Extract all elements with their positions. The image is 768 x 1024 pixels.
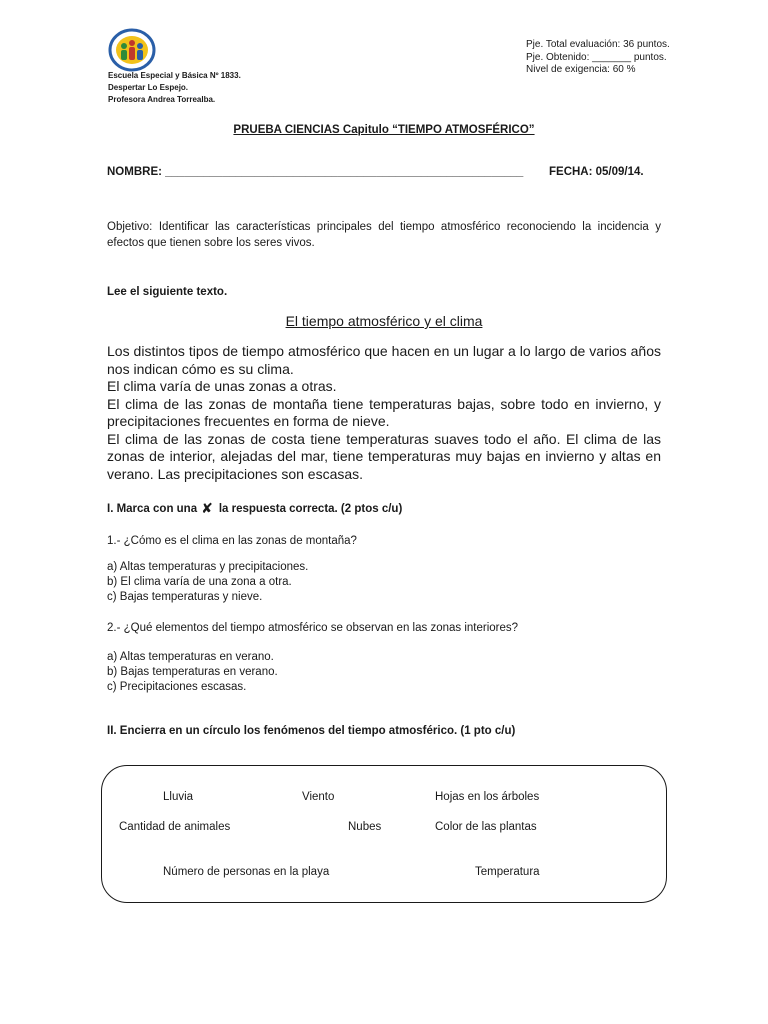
question-2: 2.- ¿Qué elementos del tiempo atmosférico se observan en las zonas interiores? bbox=[107, 622, 519, 634]
option-a[interactable]: a) Altas temperaturas y precipitaciones. bbox=[107, 561, 309, 573]
objective: Objetivo: Identificar las características principales del tiempo atmosférico reconociendo la incidencia y efectos que tienen sobre los seres vivos. bbox=[107, 221, 661, 249]
reading-paragraph: El clima varía de unas zonas a otras. bbox=[107, 378, 337, 394]
option-b[interactable]: b) El clima varía de una zona a otra. bbox=[107, 576, 292, 588]
section-2-title: II. Encierra en un círculo los fenómenos del tiempo atmosférico. (1 pto c/u) bbox=[107, 725, 516, 737]
word-item[interactable]: Número de personas en la playa bbox=[163, 866, 330, 878]
word-item[interactable]: Viento bbox=[302, 791, 335, 803]
score-info bbox=[526, 39, 670, 77]
reading-title: El tiempo atmosférico y el clima bbox=[285, 313, 483, 329]
word-box bbox=[101, 765, 667, 903]
score-total: Pje. Total evaluación: 36 puntos. bbox=[526, 39, 670, 50]
section-1-title bbox=[107, 499, 402, 516]
section-1-instruction-end: la respuesta correcta. (2 ptos c/u) bbox=[218, 503, 403, 515]
option-c[interactable]: c) Bajas temperaturas y nieve. bbox=[107, 591, 263, 603]
x-mark-icon: ✘ bbox=[201, 500, 213, 516]
question-2-options bbox=[107, 650, 278, 695]
question-1-options bbox=[107, 560, 308, 605]
date-field: FECHA: 05/09/14. bbox=[549, 166, 644, 178]
word-item[interactable]: Color de las plantas bbox=[435, 821, 537, 833]
word-item[interactable]: Cantidad de animales bbox=[119, 821, 231, 833]
school-name: Escuela Especial y Básica Nº 1833. bbox=[108, 71, 241, 80]
reading-paragraph: El clima de las zonas de montaña tiene temperaturas bajas, sobre todo en invierno, y precipitaciones frecuentes en forma de nieve. bbox=[107, 395, 661, 429]
name-field[interactable]: NOMBRE: ________________________________________________________ bbox=[107, 166, 524, 178]
reading-paragraph: El clima de las zonas de costa tiene temperaturas suaves todo el año. El clima de las zonas de interior, alejadas del mar, tiene temperaturas muy bajas en invierno y altas en verano. Las precipitaciones son escasas. bbox=[107, 430, 661, 482]
word-item[interactable]: Nubes bbox=[348, 821, 382, 833]
school-subtitle: Despertar Lo Espejo. bbox=[108, 83, 189, 92]
reading-text bbox=[107, 343, 661, 483]
option-a[interactable]: a) Altas temperaturas en verano. bbox=[107, 651, 274, 663]
reading-paragraph: Los distintos tipos de tiempo atmosférico que hacen en un lugar a lo largo de varios años nos indican cómo es su clima. bbox=[107, 343, 661, 377]
question-1: 1.- ¿Cómo es el clima en las zonas de montaña? bbox=[107, 535, 357, 547]
score-requirement: Nivel de exigencia: 60 % bbox=[526, 64, 636, 75]
page-title: PRUEBA CIENCIAS Capitulo “TIEMPO ATMOSFÉRICO” bbox=[233, 124, 535, 136]
teacher-name: Profesora Andrea Torrealba. bbox=[108, 95, 216, 104]
word-item[interactable]: Hojas en los árboles bbox=[435, 791, 540, 803]
read-instruction: Lee el siguiente texto. bbox=[107, 286, 228, 298]
score-obtained: Pje. Obtenido: _______ puntos. bbox=[526, 51, 667, 63]
word-item[interactable]: Temperatura bbox=[475, 866, 540, 878]
school-crest-icon bbox=[108, 28, 156, 72]
section-1-instruction-start: I. Marca con una bbox=[107, 503, 198, 515]
option-c[interactable]: c) Precipitaciones escasas. bbox=[107, 681, 247, 693]
option-b[interactable]: b) Bajas temperaturas en verano. bbox=[107, 666, 278, 678]
word-item[interactable]: Lluvia bbox=[163, 791, 194, 803]
school-info bbox=[108, 70, 241, 106]
